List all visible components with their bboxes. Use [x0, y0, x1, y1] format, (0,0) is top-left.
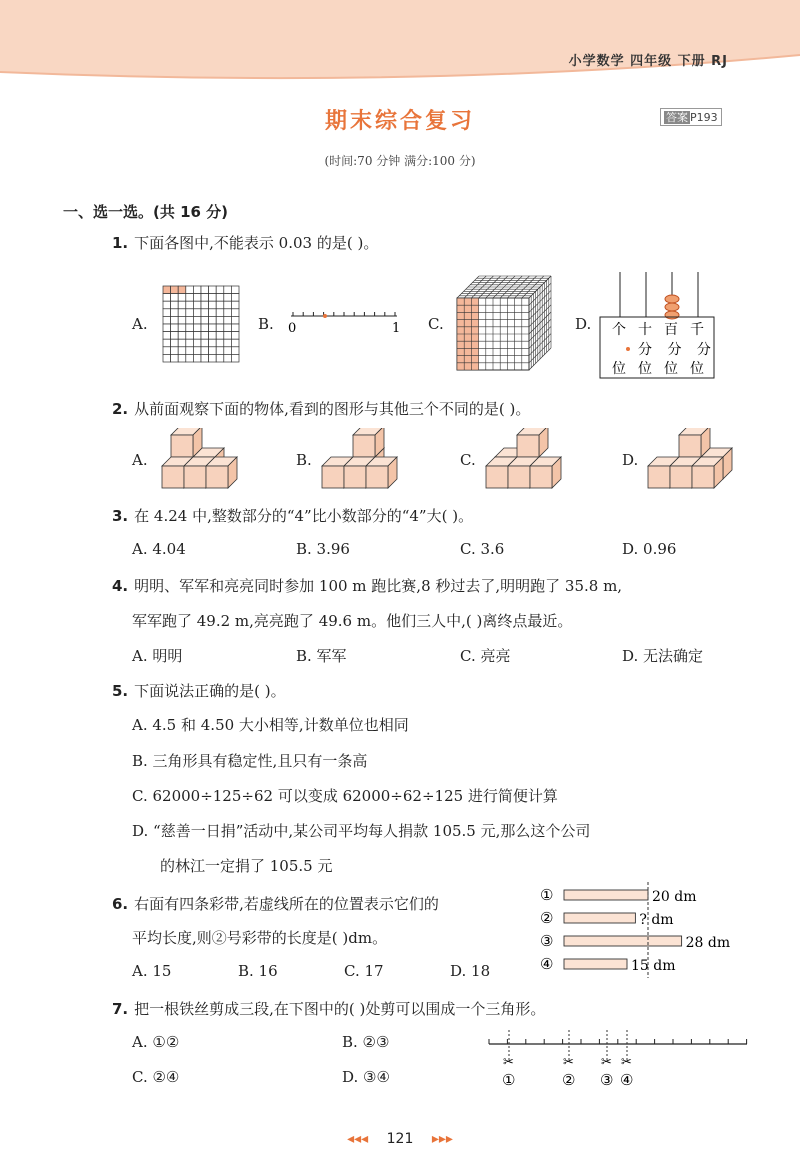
option-d-line2: 的林江一定捐了 105.5 元 — [160, 857, 333, 875]
question-text: 在 4.24 中,整数部分的“4”比小数部分的“4”大( )。 — [134, 507, 474, 525]
abacus-figure — [598, 272, 718, 382]
option-b: B. 三角形具有稳定性,且只有一条高 — [132, 752, 368, 770]
question-text-line2: 军军跑了 49.2 m,亮亮跑了 49.6 m。他们三人中,( )离终点最近。 — [132, 612, 573, 630]
ribbon-label: ③ — [540, 932, 554, 950]
page-number: 121 — [386, 1131, 414, 1147]
question-4 — [112, 575, 622, 596]
option-d: D. 18 — [450, 962, 491, 980]
option-a: A. 4.5 和 4.50 大小相等,计数单位也相同 — [132, 716, 409, 734]
page-footer — [0, 1131, 800, 1147]
option-b: B. 3.96 — [296, 540, 350, 558]
scissors-icon: ✂ — [621, 1055, 632, 1070]
abacus-mid-row: 分 分 分 — [638, 342, 711, 358]
option-c: C. 3.6 — [460, 540, 505, 558]
abacus-col-2: 十 — [638, 322, 652, 338]
next-arrows-icon[interactable]: ▸▸▸ — [431, 1131, 453, 1147]
ribbon-bar — [564, 913, 635, 923]
cut-label: ③ — [600, 1071, 614, 1089]
exam-info: (时间:70 分钟 满分:100 分) — [324, 154, 476, 168]
option-a: A. 4.04 — [132, 540, 186, 558]
scissors-icon: ✂ — [601, 1055, 612, 1070]
abacus-col-3: 百 — [664, 322, 678, 338]
cut-label: ② — [562, 1071, 576, 1089]
option-a-label: A. — [132, 451, 148, 469]
wire-figure — [485, 1030, 750, 1092]
ribbon-label: ④ — [540, 955, 554, 973]
cut-label: ④ — [620, 1071, 634, 1089]
option-c: C. 亮亮 — [460, 647, 511, 665]
question-5 — [112, 680, 286, 701]
ribbon-label: ① — [540, 886, 554, 904]
question-7 — [112, 998, 545, 1019]
question-text: 下面各图中,不能表示 0.03 的是( )。 — [134, 234, 379, 252]
question-text: 把一根铁丝剪成三段,在下图中的( )处剪可以围成一个三角形。 — [134, 1000, 546, 1018]
cube-stack-b — [318, 428, 408, 490]
number-line-figure — [285, 298, 415, 338]
ribbon-label: ② — [540, 909, 554, 927]
thousand-cube-figure — [455, 272, 555, 382]
answer-label: 答案 — [666, 111, 688, 124]
question-number: 5. — [112, 682, 129, 700]
option-c-label: C. — [428, 315, 444, 333]
option-b: B. 军军 — [296, 647, 347, 665]
question-3 — [112, 505, 473, 526]
header-info: 小学数学 四年级 下册 RJ — [568, 54, 728, 69]
abacus-bot-2: 位 — [638, 361, 652, 377]
abacus-bot-3: 位 — [664, 361, 678, 377]
question-number: 4. — [112, 577, 129, 595]
header-band — [0, 0, 800, 95]
ribbon-length: 28 dm — [685, 935, 731, 951]
option-d-line1: D. “慈善一日捐”活动中,某公司平均每人捐款 105.5 元,那么这个公司 — [132, 822, 591, 840]
question-number: 6. — [112, 895, 129, 913]
option-c: C. ②④ — [132, 1068, 180, 1086]
answer-tag[interactable] — [660, 108, 722, 126]
answer-page: P193 — [690, 111, 718, 124]
question-2 — [112, 398, 530, 419]
prev-arrows-icon[interactable]: ◂◂◂ — [347, 1131, 369, 1147]
cube-stack-d — [644, 428, 734, 490]
option-c: C. 17 — [344, 962, 384, 980]
cube-stack-c — [482, 428, 572, 490]
option-c: C. 62000÷125÷62 可以变成 62000÷62÷125 进行简便计算 — [132, 787, 558, 805]
question-text-line1: 右面有四条彩带,若虚线所在的位置表示它们的 — [134, 895, 439, 913]
option-d: D. 0.96 — [622, 540, 677, 558]
ribbon-figure — [538, 880, 760, 980]
question-number: 7. — [112, 1000, 129, 1018]
ribbon-bar — [564, 890, 648, 900]
abacus-bot-1: 位 — [612, 361, 626, 377]
numberline-end: 1 — [392, 321, 401, 336]
ribbon-length: ? dm — [639, 912, 674, 928]
option-a: A. ①② — [132, 1033, 180, 1051]
option-a: A. 15 — [132, 962, 172, 980]
hundred-grid-figure — [162, 285, 240, 369]
abacus-col-1: 个 — [612, 322, 626, 338]
scissors-icon: ✂ — [563, 1055, 574, 1070]
page-title: 期末综合复习 — [324, 109, 475, 134]
question-number: 2. — [112, 400, 129, 418]
option-d-label: D. — [575, 315, 592, 333]
question-text: 从前面观察下面的物体,看到的图形与其他三个不同的是( )。 — [134, 400, 531, 418]
option-c-label: C. — [460, 451, 476, 469]
marked-point — [323, 314, 327, 318]
option-b-label: B. — [296, 451, 312, 469]
cut-label: ① — [502, 1071, 516, 1089]
option-d-label: D. — [622, 451, 639, 469]
option-d: D. ③④ — [342, 1068, 390, 1086]
option-b: B. 16 — [238, 962, 278, 980]
question-6 — [112, 893, 439, 914]
option-a: A. 明明 — [132, 647, 183, 665]
question-text: 下面说法正确的是( )。 — [134, 682, 286, 700]
ribbon-length: 15 dm — [631, 958, 676, 974]
ribbon-bar — [564, 936, 682, 946]
question-text-line1: 明明、军军和亮亮同时参加 100 m 跑比赛,8 秒过去了,明明跑了 35.8 m, — [134, 577, 623, 595]
question-1 — [112, 232, 378, 253]
ribbon-bar — [564, 959, 627, 969]
numberline-start: 0 — [288, 321, 297, 336]
question-number: 3. — [112, 507, 129, 525]
section-heading: 一、选一选。(共 16 分) — [63, 203, 229, 221]
question-number: 1. — [112, 234, 129, 252]
option-a-label: A. — [132, 315, 148, 333]
cube-stack-a — [158, 428, 248, 490]
scissors-icon: ✂ — [503, 1055, 514, 1070]
option-d: D. 无法确定 — [622, 647, 704, 665]
option-b: B. ②③ — [342, 1033, 390, 1051]
option-b-label: B. — [258, 315, 274, 333]
abacus-col-4: 千 — [690, 322, 704, 338]
ribbon-length: 20 dm — [652, 889, 697, 905]
abacus-bot-4: 位 — [690, 361, 704, 377]
question-text-line2: 平均长度,则②号彩带的长度是( )dm。 — [132, 929, 388, 947]
